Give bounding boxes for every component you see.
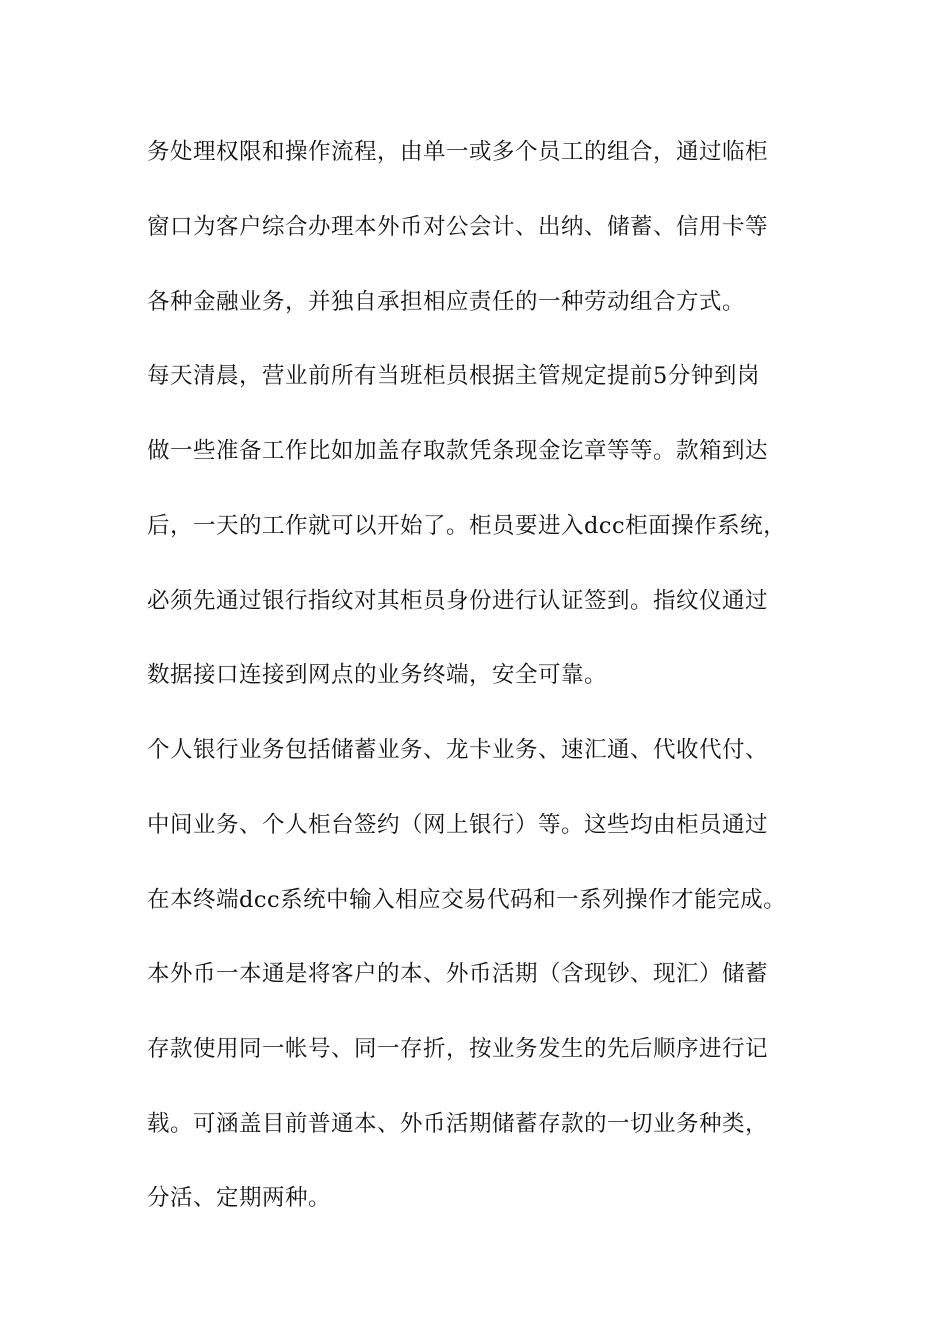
- text-line: 载。可涵盖目前普通本、外币活期储蓄存款的一切业务种类，: [147, 1111, 769, 1137]
- text-line: 务处理权限和操作流程，由单一或多个员工的组合，通过临柜: [147, 139, 769, 165]
- text-line: 窗口为客户综合办理本外币对公会计、出纳、储蓄、信用卡等: [147, 214, 769, 240]
- text-line: 分活、定期两种。: [147, 1185, 332, 1211]
- text-line: 做一些准备工作比如加盖存取款凭条现金讫章等等。款箱到达: [147, 438, 769, 464]
- text-line: 中间业务、个人柜台签约（网上银行）等。这些均由柜员通过: [147, 812, 769, 838]
- text-line: 在本终端dcc系统中输入相应交易代码和一系列操作才能完成。: [147, 887, 787, 913]
- text-line: 后，一天的工作就可以开始了。柜员要进入dcc柜面操作系统，: [147, 513, 787, 539]
- text-line: 个人银行业务包括储蓄业务、龙卡业务、速汇通、代收代付、: [147, 737, 769, 763]
- text-line: 各种金融业务，并独自承担相应责任的一种劳动组合方式。: [147, 289, 746, 315]
- text-line: 每天清晨，营业前所有当班柜员根据主管规定提前5分钟到岗: [147, 363, 760, 389]
- text-line: 必须先通过银行指纹对其柜员身份进行认证签到。指纹仪通过: [147, 588, 769, 614]
- text-line: 存款使用同一帐号、同一存折，按业务发生的先后顺序进行记: [147, 1036, 769, 1062]
- text-line: 数据接口连接到网点的业务终端，安全可靠。: [147, 662, 608, 688]
- text-line: 本外币一本通是将客户的本、外币活期（含现钞、现汇）储蓄: [147, 961, 769, 987]
